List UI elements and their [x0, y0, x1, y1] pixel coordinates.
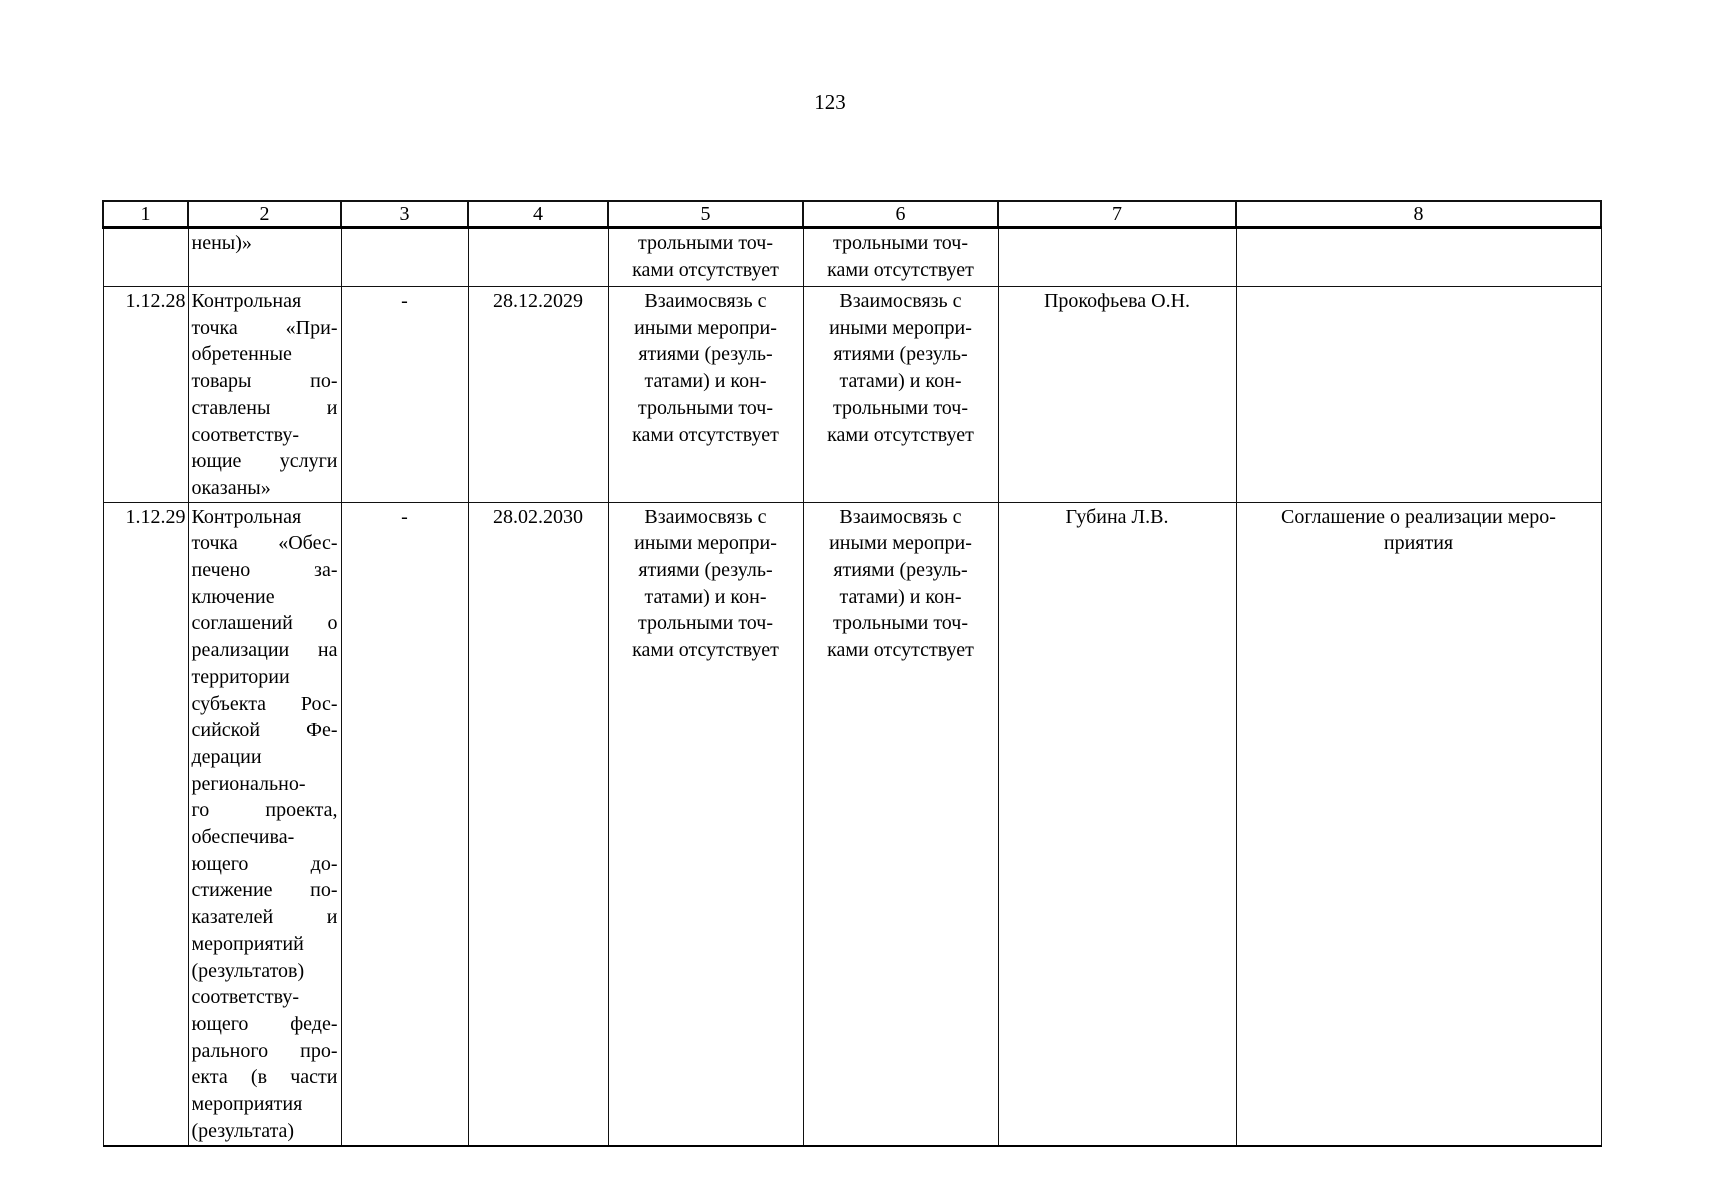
row-number-cell — [103, 228, 188, 287]
cell-text-line: оказаны» — [191, 476, 271, 499]
cell-text-line: мероприятий — [191, 932, 304, 955]
cell-text-line: трольными точ- — [833, 612, 968, 635]
relation-cell — [803, 287, 998, 503]
responsible-cell — [998, 228, 1236, 287]
cell-text-line: Взаимосвязь с — [839, 290, 962, 312]
cell-text-line: ющие услуги — [191, 450, 338, 473]
cell-text-line: ятиями (резуль- — [833, 559, 968, 582]
cell-text-line: Взаимосвязь с — [839, 505, 962, 528]
cell-text-line: иными меропри- — [829, 316, 972, 339]
column-number-1: 1 — [103, 201, 188, 228]
cell-text-line: стижение по- — [191, 879, 338, 902]
cell-text-line: татами) и кон- — [839, 585, 962, 608]
date-cell — [468, 228, 608, 287]
cell-text-line: трольными точ- — [638, 232, 773, 254]
cell-text-line: го проекта, — [191, 799, 338, 822]
cell-text-line: (результатов) — [191, 959, 305, 982]
cell-text-line: печено за- — [191, 559, 338, 582]
note-cell — [1236, 228, 1601, 287]
cell-text-line: ющего до- — [191, 852, 338, 875]
column-number-4: 4 — [468, 201, 608, 228]
cell-text-line: иными меропри- — [829, 532, 972, 555]
column-number-2: 2 — [188, 201, 341, 228]
cell-text-line: екта (в части — [191, 1066, 338, 1089]
col3-cell: - — [341, 287, 468, 503]
table-header-row — [103, 201, 1601, 228]
cell-text-line: Взаимосвязь с — [644, 290, 767, 312]
cell-text-line: (результата) — [191, 1119, 295, 1142]
cell-text-line: ками отсутствует — [827, 423, 974, 446]
table-row — [103, 502, 1601, 1145]
cell-text-line: ками отсутствует — [632, 639, 779, 662]
cell-text-line: мероприятия — [191, 1093, 303, 1116]
cell-text-line: иными меропри- — [634, 532, 777, 555]
cell-text-line: дерации — [191, 745, 262, 768]
row-number-cell: 1.12.28 — [103, 287, 188, 503]
cell-text-line: соответству- — [191, 423, 300, 446]
cell-text-line: Взаимосвязь с — [644, 505, 767, 528]
cell-text-line: ками отсутствует — [827, 258, 974, 281]
description-cell — [188, 502, 341, 1145]
table-row — [103, 287, 1601, 503]
cell-text-line: ющего феде- — [191, 1012, 338, 1035]
column-number-8: 8 — [1236, 201, 1601, 228]
responsible-cell: Губина Л.В. — [998, 502, 1236, 1145]
cell-text-line: ятиями (резуль- — [638, 343, 773, 366]
cell-text-line: казателей и — [191, 906, 338, 929]
cell-text-line: ками отсутствует — [632, 423, 779, 446]
note-cell — [1236, 502, 1601, 1145]
relation-cell — [803, 502, 998, 1145]
relation-cell — [608, 287, 803, 503]
col3-cell — [341, 228, 468, 287]
cell-text-line: рального про- — [191, 1039, 338, 1062]
relation-cell — [803, 228, 998, 287]
cell-text-line: татами) и кон- — [839, 370, 962, 393]
responsible-cell: Прокофьева О.Н. — [998, 287, 1236, 503]
cell-text-line: сийской Фе- — [191, 719, 338, 742]
cell-text-line: иными меропри- — [634, 316, 777, 339]
column-number-6: 6 — [803, 201, 998, 228]
cell-text-line: ставлены и — [191, 396, 338, 419]
description-cell — [188, 287, 341, 503]
column-number-5: 5 — [608, 201, 803, 228]
date-cell: 28.12.2029 — [468, 287, 608, 503]
row-number-cell: 1.12.29 — [103, 502, 188, 1145]
cell-text-line: ятиями (резуль- — [833, 343, 968, 366]
date-cell: 28.02.2030 — [468, 502, 608, 1145]
cell-text-line: товары по- — [191, 370, 338, 393]
cell-text-line: соответству- — [191, 986, 300, 1009]
cell-text-line: Соглашение о реализации меро- — [1281, 505, 1556, 528]
cell-text-line: ятиями (резуль- — [638, 559, 773, 582]
relation-cell — [608, 228, 803, 287]
cell-text-line: трольными точ- — [638, 612, 773, 635]
document-table — [102, 200, 1602, 1147]
cell-text-line: трольными точ- — [833, 396, 968, 419]
cell-text-line: ками отсутствует — [632, 258, 779, 281]
cell-text-line: точка «При- — [191, 316, 338, 339]
note-cell — [1236, 287, 1601, 503]
column-number-7: 7 — [998, 201, 1236, 228]
table-row — [103, 228, 1601, 287]
cell-text-line: обеспечива- — [191, 826, 295, 849]
cell-text-line: обретенные — [191, 343, 292, 366]
cell-text-line: ками отсутствует — [827, 639, 974, 662]
cell-text-line: Контрольная — [191, 505, 302, 528]
col3-cell: - — [341, 502, 468, 1145]
cell-text-line: точка «Обес- — [191, 532, 338, 555]
cell-text-line: Контрольная — [191, 290, 302, 312]
cell-text-line: соглашений о — [191, 612, 338, 635]
cell-text-line: татами) и кон- — [644, 370, 767, 393]
cell-text-line: ключение — [191, 585, 275, 608]
column-number-3: 3 — [341, 201, 468, 228]
cell-text-line: нены)» — [191, 232, 252, 254]
cell-text-line: трольными точ- — [833, 232, 968, 254]
description-cell — [188, 228, 341, 287]
cell-text-line: территории — [191, 665, 290, 688]
cell-text-line: татами) и кон- — [644, 585, 767, 608]
cell-text-line: реализации на — [191, 639, 338, 662]
relation-cell — [608, 502, 803, 1145]
cell-text-line: приятия — [1383, 532, 1454, 555]
page-number: 123 — [814, 90, 846, 114]
cell-text-line: регионально- — [191, 772, 306, 795]
cell-text-line: трольными точ- — [638, 396, 773, 419]
cell-text-line: субъекта Рос- — [191, 692, 338, 715]
